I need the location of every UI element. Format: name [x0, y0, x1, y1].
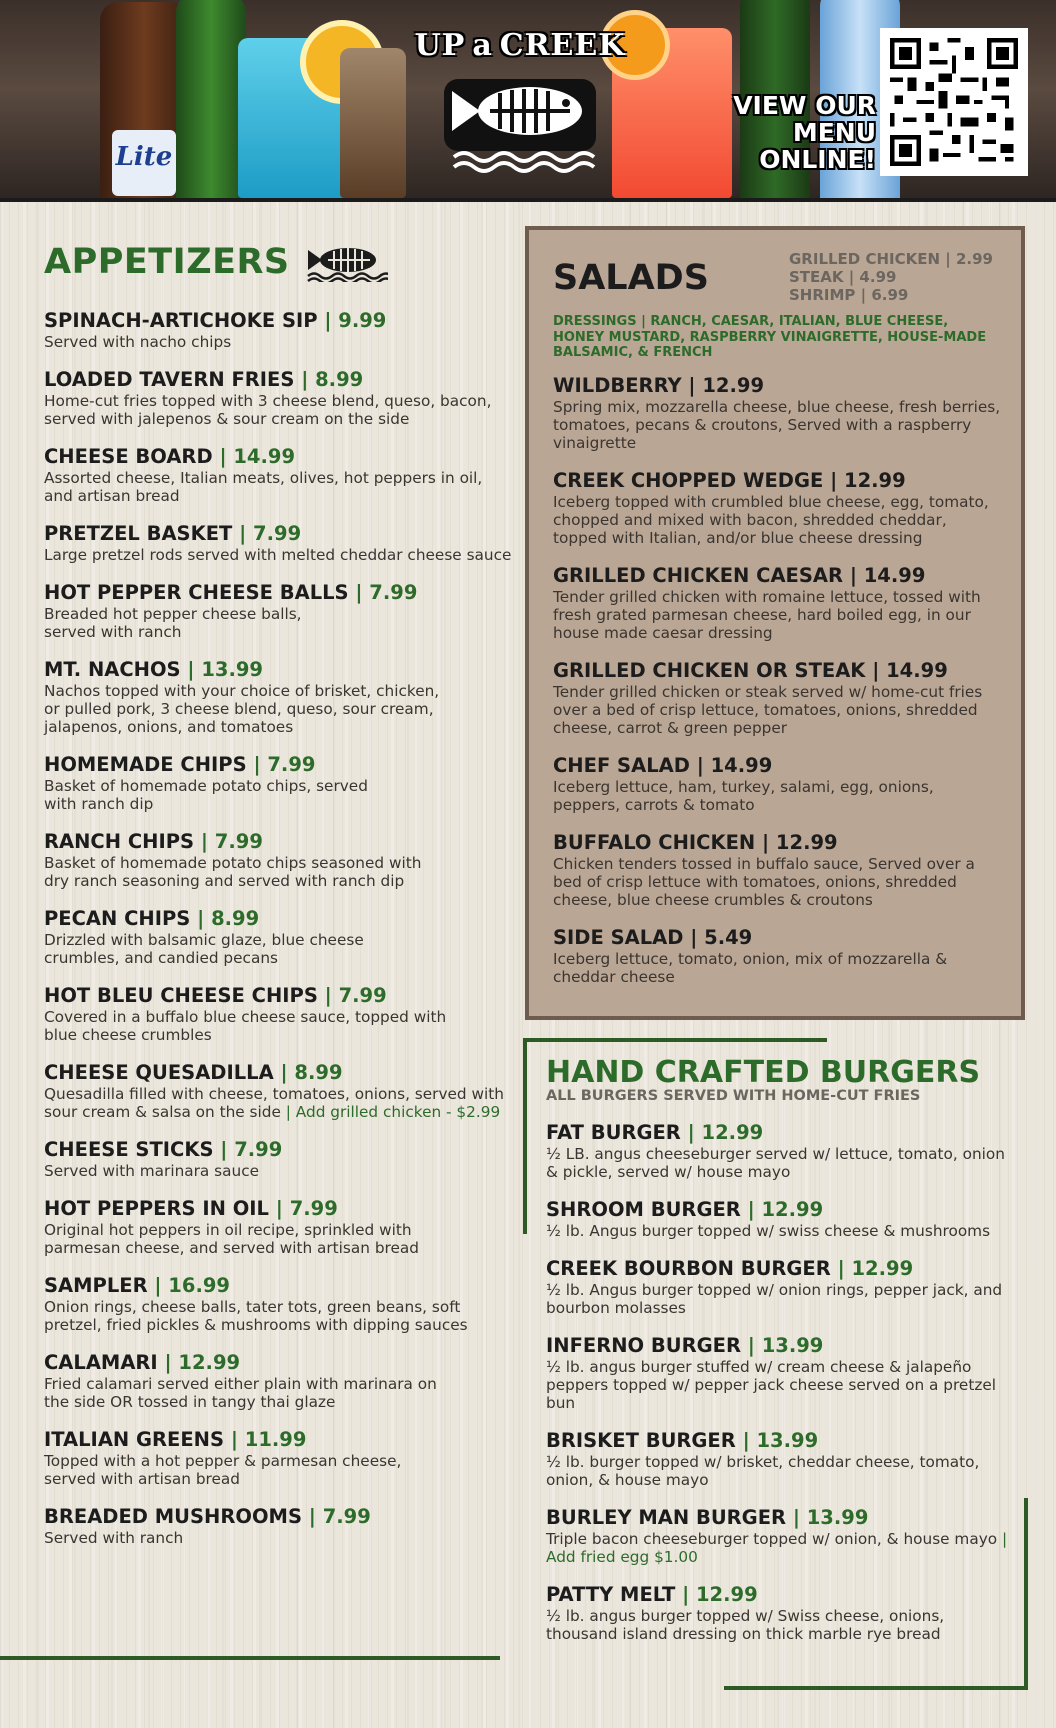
view-menu-line-1: VIEW OUR	[733, 91, 876, 120]
menu-item	[553, 832, 1001, 909]
item-title: HOMEMADE CHIPS	[44, 753, 247, 776]
item-price: | 13.99	[747, 1334, 824, 1357]
addon-steak: STEAK | 4.99	[789, 268, 897, 286]
item-name	[44, 523, 514, 545]
item-title: CHEESE STICKS	[44, 1138, 214, 1161]
item-description: Tender grilled chicken or steak served w/ home-cut fries over a bed of crisp lettuce, tomatoes, onions, shredded cheese, carrot & green pepper	[553, 682, 983, 737]
item-name	[546, 1507, 1016, 1529]
logo-text: UP a CREEK	[414, 28, 626, 63]
item-description: Covered in a buffalo blue cheese sauce, topped with blue cheese crumbles	[44, 1008, 447, 1044]
item-description: Assorted cheese, Italian meats, olives, hot peppers in oil, and artisan bread	[44, 469, 483, 505]
brand-logo	[400, 28, 640, 198]
item-title: PATTY MELT	[546, 1583, 676, 1606]
item-name: BUFFALO CHICKEN | 12.99	[553, 830, 838, 854]
item-price: | 8.99	[280, 1061, 343, 1084]
item-price: | 12.99	[837, 1257, 914, 1280]
appetizers-header	[44, 238, 514, 286]
item-price: | 8.99	[301, 368, 364, 391]
lite-label-image	[112, 130, 176, 196]
item-name	[44, 831, 514, 853]
item-description: ½ lb. angus burger topped w/ Swiss cheese, onions, thousand island dressing on thick marble rye bread	[546, 1607, 945, 1643]
item-name	[44, 1352, 514, 1374]
menu-item	[44, 831, 514, 890]
item-price: | 14.99	[219, 445, 296, 468]
item-description: Served with ranch	[44, 1529, 184, 1547]
item-price: | 7.99	[253, 753, 316, 776]
appetizers-title: APPETIZERS	[44, 242, 290, 282]
item-description: ½ lb. Angus burger topped w/ swiss cheese & mushrooms	[546, 1222, 991, 1240]
item-addon: | Add grilled chicken - $2.99	[280, 1103, 501, 1121]
item-title: BURLEY MAN BURGER	[546, 1506, 787, 1529]
menu-item	[44, 1062, 514, 1121]
salads-section	[525, 226, 1025, 1020]
item-title: SPINACH-ARTICHOKE SIP	[44, 309, 318, 332]
item-name	[44, 985, 514, 1007]
menu-item	[546, 1122, 1016, 1181]
item-name	[44, 369, 514, 391]
salads-header	[553, 250, 1001, 314]
item-name	[546, 1258, 1016, 1280]
item-description: Iceberg lettuce, ham, turkey, salami, egg, onions, peppers, carrots & tomato	[553, 777, 934, 814]
burgers-subtitle: ALL BURGERS SERVED WITH HOME-CUT FRIES	[546, 1088, 921, 1104]
item-description: Basket of homemade potato chips, served with ranch dip	[44, 777, 368, 813]
menu-item	[546, 1335, 1016, 1412]
menu-item	[546, 1258, 1016, 1317]
dressings-list: DRESSINGS | RANCH, CAESAR, ITALIAN, BLUE CHEESE, HONEY MUSTARD, RASPBERRY VINAIGRETTE, HOUSE-MADE BALSAMIC, & FRENCH	[553, 314, 987, 360]
item-addon: | Add fried egg $1.00	[546, 1530, 1008, 1566]
menu-item	[553, 755, 1001, 814]
item-price: | 7.99	[200, 830, 263, 853]
menu-item	[44, 754, 514, 813]
item-title: LOADED TAVERN FRIES	[44, 368, 295, 391]
item-description	[44, 1085, 514, 1121]
item-name	[44, 659, 514, 681]
item-price: | 12.99	[747, 1198, 824, 1221]
item-description: Breaded hot pepper cheese balls, served with ranch	[44, 605, 302, 641]
item-title: HOT PEPPERS IN OIL	[44, 1197, 269, 1220]
item-name	[44, 1506, 514, 1528]
fish-skeleton-icon	[430, 65, 610, 175]
item-price: | 7.99	[239, 522, 302, 545]
item-name	[44, 446, 514, 468]
item-title: RANCH CHIPS	[44, 830, 195, 853]
item-description: ½ LB. angus cheeseburger served w/ lettuce, tomato, onion & pickle, served w/ house mayo	[546, 1145, 1005, 1181]
menu-item	[553, 927, 1001, 986]
item-name	[44, 754, 514, 776]
item-description: Nachos topped with your choice of brisket, chicken, or pulled pork, 3 cheese blend, queso, sour cream, jalapenos, onions, and tomatoes	[44, 682, 440, 736]
item-price: | 8.99	[197, 907, 260, 930]
menu-item	[546, 1507, 1016, 1566]
item-description: Spring mix, mozzarella cheese, blue cheese, fresh berries, tomatoes, pecans & croutons, Served with a raspberry vinaigrette	[553, 397, 1001, 452]
item-description-text: Quesadilla filled with cheese, tomatoes, onions, served with sour cream & salsa on the side	[44, 1085, 504, 1121]
item-name	[546, 1199, 1016, 1221]
item-price: | 13.99	[187, 658, 263, 681]
item-price: | 7.99	[275, 1197, 338, 1220]
menu-item	[546, 1584, 1016, 1643]
item-name	[44, 1139, 514, 1161]
item-price: | 7.99	[355, 581, 418, 604]
item-price: | 13.99	[792, 1506, 869, 1529]
bottle-label-text: Lite	[115, 142, 173, 172]
fish-skeleton-icon	[304, 242, 388, 282]
menu-item	[546, 1430, 1016, 1489]
item-description: Iceberg topped with crumbled blue cheese, egg, tomato, chopped and mixed with bacon, shredded cheddar, topped with Italian, and/or blue cheese dressing	[553, 492, 989, 547]
menu-item	[44, 985, 514, 1044]
iced-coffee-image	[340, 48, 406, 198]
item-price: | 7.99	[308, 1505, 371, 1528]
menu-item	[44, 1275, 514, 1334]
item-title: HOT BLEU CHEESE CHIPS	[44, 984, 318, 1007]
item-name	[44, 1429, 514, 1451]
menu-item	[44, 1352, 514, 1411]
menu-item	[553, 470, 1001, 547]
item-title: MT. NACHOS	[44, 658, 181, 681]
item-description: Topped with a hot pepper & parmesan cheese, served with artisan bread	[44, 1452, 402, 1488]
item-name: CHEF SALAD | 14.99	[553, 753, 773, 777]
item-name: CREEK CHOPPED WEDGE | 12.99	[553, 468, 906, 492]
menu-item	[44, 659, 514, 736]
item-price: | 13.99	[742, 1429, 819, 1452]
item-description: Tender grilled chicken with romaine lettuce, tossed with fresh grated parmesan cheese, hard boiled egg, in our house made caesar dressing	[553, 587, 981, 642]
menu-item	[44, 523, 514, 564]
item-description	[546, 1530, 1016, 1566]
menu-item	[553, 375, 1001, 452]
header-banner	[0, 0, 1056, 202]
item-description: Home-cut fries topped with 3 cheese blend, queso, bacon, served with jalepenos & sour cream on the side	[44, 392, 492, 428]
item-name: SIDE SALAD | 5.49	[553, 925, 753, 949]
salad-addons	[789, 250, 993, 314]
item-description: ½ lb. burger topped w/ brisket, cheddar cheese, tomato, onion, & house mayo	[546, 1453, 980, 1489]
item-description: Original hot peppers in oil recipe, sprinkled with parmesan cheese, and served with artisan bread	[44, 1221, 419, 1257]
burgers-section	[546, 1055, 1016, 1661]
menu-item	[44, 582, 514, 641]
item-name: WILDBERRY | 12.99	[553, 373, 765, 397]
menu-item	[553, 660, 1001, 737]
item-name	[546, 1335, 1016, 1357]
item-title: FAT BURGER	[546, 1121, 681, 1144]
item-name	[44, 1198, 514, 1220]
divider-line	[724, 1686, 1028, 1690]
view-menu-online-text	[716, 92, 876, 173]
menu-item	[546, 1199, 1016, 1240]
item-name	[546, 1584, 1016, 1606]
item-description: Iceberg lettuce, tomato, onion, mix of mozzarella & cheddar cheese	[553, 949, 948, 986]
item-name: GRILLED CHICKEN OR STEAK | 14.99	[553, 658, 948, 682]
menu-item	[44, 446, 514, 505]
item-description: Large pretzel rods served with melted cheddar cheese sauce	[44, 546, 512, 564]
item-title: BRISKET BURGER	[546, 1429, 736, 1452]
menu-item	[44, 369, 514, 428]
menu-item	[44, 1506, 514, 1547]
item-title: CHEESE QUESADILLA	[44, 1061, 274, 1084]
burgers-title: HAND CRAFTED BURGERS	[546, 1055, 981, 1090]
divider-line	[523, 1038, 827, 1042]
item-description: Served with nacho chips	[44, 333, 232, 351]
item-name	[546, 1122, 1016, 1144]
item-description: ½ lb. Angus burger topped w/ onion rings, pepper jack, and bourbon molasses	[546, 1281, 1003, 1317]
item-price: | 7.99	[324, 984, 387, 1007]
item-price: | 12.99	[687, 1121, 764, 1144]
view-menu-line-3: ONLINE!	[759, 145, 876, 174]
item-title: BREADED MUSHROOMS	[44, 1505, 302, 1528]
item-description: Basket of homemade potato chips seasoned with dry ranch seasoning and served with ranch dip	[44, 854, 422, 890]
item-description: Chicken tenders tossed in buffalo sauce, Served over a bed of crisp lettuce with tomatoes, onions, shredded cheese, blue cheese crumbles & croutons	[553, 854, 975, 909]
item-description: Fried calamari served either plain with marinara on the side OR tossed in tangy thai glaze	[44, 1375, 437, 1411]
item-description: Drizzled with balsamic glaze, blue cheese crumbles, and candied pecans	[44, 931, 364, 967]
view-menu-line-2: MENU	[792, 118, 876, 147]
item-name: GRILLED CHICKEN CAESAR | 14.99	[553, 563, 926, 587]
menu-item	[44, 908, 514, 967]
item-name	[44, 1062, 514, 1084]
divider-line	[0, 1656, 500, 1660]
item-name	[44, 908, 514, 930]
item-price: | 12.99	[164, 1351, 241, 1374]
item-name	[44, 582, 514, 604]
item-description: Onion rings, cheese balls, tater tots, green beans, soft pretzel, fried pickles & mushrooms with dipping sauces	[44, 1298, 468, 1334]
item-name	[44, 1275, 514, 1297]
item-title: CHEESE BOARD	[44, 445, 213, 468]
divider-line	[1024, 1498, 1028, 1690]
green-bottle-image	[176, 0, 246, 198]
item-title: PRETZEL BASKET	[44, 522, 233, 545]
item-title: PECAN CHIPS	[44, 907, 191, 930]
item-name	[546, 1430, 1016, 1452]
item-description: ½ lb. angus burger stuffed w/ cream cheese & jalapeño peppers topped w/ pepper jack cheese served on a pretzel bun	[546, 1358, 997, 1412]
item-description-text: Triple bacon cheeseburger topped w/ onion, & house mayo	[546, 1530, 1002, 1548]
item-description: Served with marinara sauce	[44, 1162, 260, 1180]
menu-item	[44, 1429, 514, 1488]
menu-item	[44, 1198, 514, 1257]
menu-item	[44, 1139, 514, 1180]
item-price: | 11.99	[230, 1428, 307, 1451]
item-title: HOT PEPPER CHEESE BALLS	[44, 581, 349, 604]
item-title: ITALIAN GREENS	[44, 1428, 225, 1451]
qr-code-icon[interactable]	[880, 28, 1028, 176]
appetizers-section	[44, 238, 514, 1565]
addon-chicken: GRILLED CHICKEN | 2.99	[789, 250, 993, 268]
item-name	[44, 310, 514, 332]
salads-title: SALADS	[553, 258, 709, 298]
addon-shrimp: SHRIMP | 6.99	[789, 286, 909, 304]
item-title: SAMPLER	[44, 1274, 148, 1297]
item-title: CREEK BOURBON BURGER	[546, 1257, 831, 1280]
item-title: CALAMARI	[44, 1351, 158, 1374]
item-title: INFERNO BURGER	[546, 1334, 741, 1357]
menu-item	[553, 565, 1001, 642]
item-title: SHROOM BURGER	[546, 1198, 741, 1221]
menu-item	[44, 310, 514, 351]
item-price: | 12.99	[682, 1583, 758, 1606]
item-price: | 7.99	[220, 1138, 283, 1161]
item-price: | 9.99	[324, 309, 387, 332]
item-price: | 16.99	[154, 1274, 230, 1297]
divider-line	[523, 1038, 527, 1234]
